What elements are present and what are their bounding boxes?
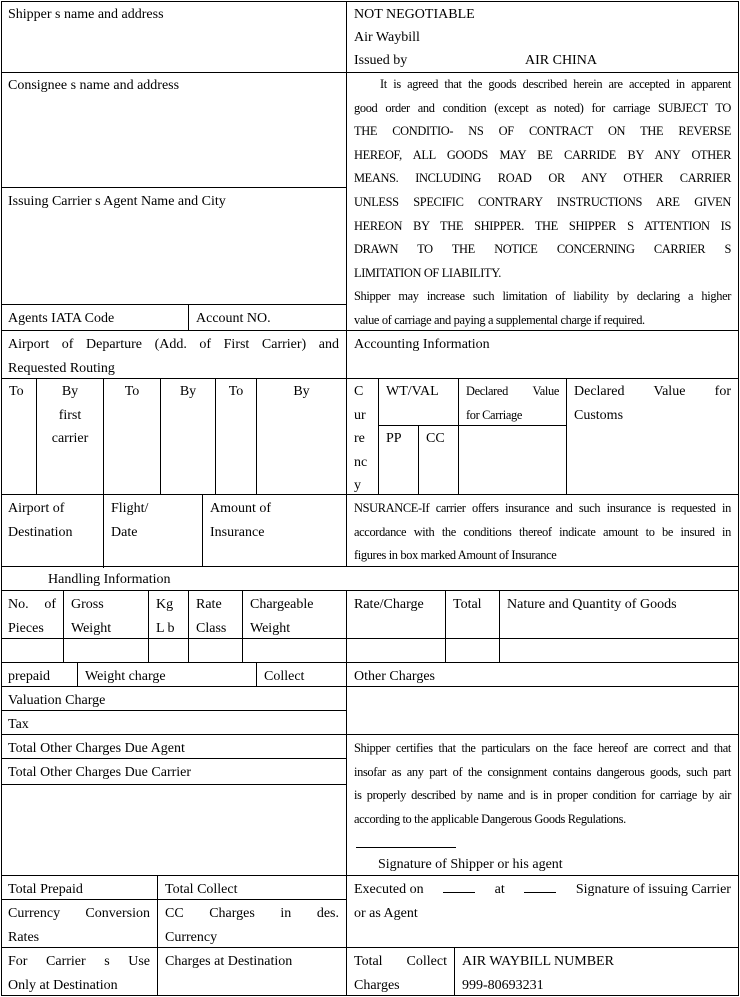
rate-charge-field[interactable] xyxy=(347,639,445,662)
terms-line: MEANS. INCLUDING ROAD OR ANY OTHER CARRIER xyxy=(354,171,731,186)
routing-to-3: To xyxy=(228,384,244,399)
other-charges-label: Other Charges xyxy=(354,669,435,684)
accounting-information-label: Accounting Information xyxy=(354,337,490,352)
prepaid-label: prepaid xyxy=(8,669,50,684)
or-as-agent-label: or as Agent xyxy=(354,905,418,921)
chargeable-line: Chargeable xyxy=(250,597,314,612)
amount-insurance-line: Insurance xyxy=(210,524,265,540)
executed-place-field[interactable] xyxy=(524,878,556,893)
flight-line: Date xyxy=(111,524,138,540)
amount-insurance-line: Amount of xyxy=(210,501,272,516)
gross-line: Weight xyxy=(71,620,112,636)
terms-line: DRAWN TO THE NOTICE CONCERNING CARRIER S xyxy=(354,242,731,257)
chargeable-weight-field[interactable] xyxy=(243,639,346,662)
header-not-negotiable: NOT NEGOTIABLE xyxy=(354,7,475,22)
air-waybill-number-value: 999-80693231 xyxy=(462,977,544,993)
wt-val-cc: CC xyxy=(426,431,445,446)
consignee-name-address-field[interactable] xyxy=(1,96,346,187)
flight-line: Flight/ xyxy=(111,501,149,516)
executed-date-field[interactable] xyxy=(443,878,475,893)
execution-block xyxy=(347,877,738,925)
by-first-word: By xyxy=(61,384,79,399)
currency-conversion-line: Currency Conversion xyxy=(8,906,150,921)
rate-class-field[interactable] xyxy=(189,639,242,662)
shipper-name-address-label: Shipper s name and address xyxy=(8,7,164,22)
kg-lb-field[interactable] xyxy=(149,639,188,662)
currency-letter: re xyxy=(354,431,365,446)
rate-class-line: Rate xyxy=(196,597,222,612)
issuing-carrier-name: AIR CHINA xyxy=(525,53,597,68)
agents-iata-code-label: Agents IATA Code xyxy=(8,311,115,326)
insurance-note-line: accordance with the conditions thereof indicate amount to be insured in xyxy=(354,524,731,539)
handling-information-label: Handling Information xyxy=(48,572,171,587)
pieces-field[interactable] xyxy=(1,639,63,662)
wt-val-label: WT/VAL xyxy=(386,384,439,399)
terms-line: LIMITATION OF LIABILITY. xyxy=(354,265,501,280)
air-waybill-number-block xyxy=(455,949,738,997)
destination-line: Destination xyxy=(8,524,73,540)
terms-line: HEREON BY THE SHIPPER. THE SHIPPER S ATTENTION IS xyxy=(354,218,731,233)
kg-line: Kg xyxy=(156,597,174,612)
nature-quantity-goods-header: Nature and Quantity of Goods xyxy=(507,597,677,612)
charges-at-destination-label: Charges at Destination xyxy=(165,954,293,969)
declared-customs-line: Customs xyxy=(574,407,624,423)
gross-weight-field[interactable] xyxy=(64,639,148,662)
currency-letter: nc xyxy=(354,454,368,470)
gross-line: Gross xyxy=(71,597,104,612)
currency-conversion-rates-label xyxy=(1,901,157,949)
no-of-pieces-header xyxy=(1,592,63,640)
carrier-use-line: For Carrier s Use xyxy=(8,954,150,969)
routing-by-first-carrier xyxy=(37,379,103,451)
consignee-name-address-label: Consignee s name and address xyxy=(8,78,180,93)
insurance-note xyxy=(347,496,738,568)
nature-goods-field[interactable] xyxy=(500,639,738,662)
at-label: at xyxy=(494,882,505,897)
certification-line: insofar as any part of the consignment contains dangerous goods, such part xyxy=(354,764,731,779)
airport-destination-label xyxy=(1,496,103,544)
routing-by-3: By xyxy=(293,384,310,399)
flight-date-label xyxy=(104,496,202,544)
total-header: Total xyxy=(453,597,482,612)
signature-issuing-carrier-label: Signature of issuing Carrier xyxy=(575,882,731,897)
valuation-charge-label: Valuation Charge xyxy=(8,693,106,708)
account-no-label: Account NO. xyxy=(196,311,271,326)
declared-carriage-line: for Carriage xyxy=(466,407,522,422)
insurance-note-line: NSURANCE-If carrier offers insurance and such insurance is requested in xyxy=(354,501,731,515)
routing-by-2: By xyxy=(179,384,197,399)
currency-label xyxy=(347,379,378,498)
currency-letter: y xyxy=(354,478,361,493)
kg-line: L b xyxy=(156,620,175,636)
issued-by-label: Issued by xyxy=(354,53,408,68)
routing-to-2: To xyxy=(124,384,140,399)
departure-line: Requested Routing xyxy=(8,360,115,376)
tax-label: Tax xyxy=(8,717,29,732)
insurance-note-line: figures in box marked Amount of Insurance xyxy=(354,548,557,563)
execution-row xyxy=(354,878,731,902)
by-first-word: carrier xyxy=(51,431,89,446)
pieces-line: Pieces xyxy=(8,620,44,636)
declared-value-carriage-label xyxy=(459,379,566,427)
shipper-signature-label: Signature of Shipper or his agent xyxy=(378,857,563,872)
for-carrier-use-label xyxy=(1,949,157,997)
declared-carriage-line: Declared Value xyxy=(466,384,559,398)
cc-charges-line: Currency xyxy=(165,929,218,945)
gross-weight-header xyxy=(64,592,148,640)
total-collect-charges-line: Total Collect xyxy=(354,954,447,969)
rate-class-header xyxy=(189,592,242,640)
currency-letter: ur xyxy=(354,407,366,423)
other-charges-due-agent-label: Total Other Charges Due Agent xyxy=(8,741,185,756)
certification-line: is properly described by name and is in proper condition for carriage by air xyxy=(354,788,731,803)
executed-on-label: Executed on xyxy=(354,882,424,897)
terms-line: It is agreed that the goods described herein are accepted in apparent xyxy=(380,77,731,91)
currency-conversion-line: Rates xyxy=(8,929,40,945)
header-issued-by-row xyxy=(347,48,738,73)
terms-line: UNLESS SPECIFIC CONTRARY INSTRUCTIONS ARE GIVEN xyxy=(354,194,731,209)
total-collect-label: Total Collect xyxy=(165,882,238,897)
collect-label: Collect xyxy=(264,669,305,684)
rate-class-line: Class xyxy=(196,620,227,636)
issuing-agent-field[interactable] xyxy=(1,212,346,304)
header-air-waybill: Air Waybill xyxy=(354,30,420,45)
departure-line: Airport of Departure (Add. of First Carrier) and xyxy=(8,337,339,352)
terms-line: HEREOF, ALL GOODS MAY BE CARRIDE BY ANY OTHER xyxy=(354,147,731,162)
by-first-word: first xyxy=(58,407,82,423)
shipper-signature-line[interactable] xyxy=(356,847,456,848)
shipper-certification xyxy=(347,736,738,831)
certification-line: Shipper certifies that the particulars on the face hereof are correct and that xyxy=(354,741,731,755)
total-prepaid-label: Total Prepaid xyxy=(8,882,83,897)
declared-value-customs-label xyxy=(567,379,738,427)
air-waybill-number-label: AIR WAYBILL NUMBER xyxy=(462,954,614,969)
total-collect-charges-label xyxy=(347,949,454,997)
liability-line: value of carriage and paying a supplemental charge if required. xyxy=(354,312,645,327)
destination-line: Airport of xyxy=(8,501,65,516)
chargeable-line: Weight xyxy=(250,620,291,636)
terms-line: good order and condition (except as noted) for carriage SUBJECT TO xyxy=(354,100,731,115)
cc-charges-dest-currency-label xyxy=(158,901,346,949)
other-charges-due-carrier-label: Total Other Charges Due Carrier xyxy=(8,765,192,780)
cc-charges-line: CC Charges in des. xyxy=(165,906,339,921)
currency-letter: C xyxy=(354,384,364,399)
contract-terms xyxy=(347,73,738,333)
rate-charge-header: Rate/Charge xyxy=(354,597,424,612)
total-field[interactable] xyxy=(446,639,499,662)
certification-line: according to the applicable Dangerous Goods Regulations. xyxy=(354,811,626,826)
total-collect-charges-line: Charges xyxy=(354,977,400,993)
liability-line: Shipper may increase such limitation of liability by declaring a higher xyxy=(354,289,731,304)
pieces-line: No. of xyxy=(8,597,56,612)
routing-to-1: To xyxy=(9,384,24,399)
kg-lb-header xyxy=(149,592,188,640)
terms-line: THE CONDITIO- NS OF CONTRACT ON THE REVERSE xyxy=(354,124,731,139)
declared-customs-line: Declared Value for xyxy=(574,384,731,399)
chargeable-weight-header xyxy=(243,592,346,640)
shipper-name-address-field[interactable] xyxy=(1,24,346,72)
wt-val-pp: PP xyxy=(386,431,402,446)
weight-charge-label: Weight charge xyxy=(85,669,166,684)
carrier-use-line: Only at Destination xyxy=(8,977,118,993)
airport-departure-label xyxy=(1,332,346,380)
amount-insurance-label xyxy=(203,496,346,544)
issuing-agent-label: Issuing Carrier s Agent Name and City xyxy=(8,194,226,209)
